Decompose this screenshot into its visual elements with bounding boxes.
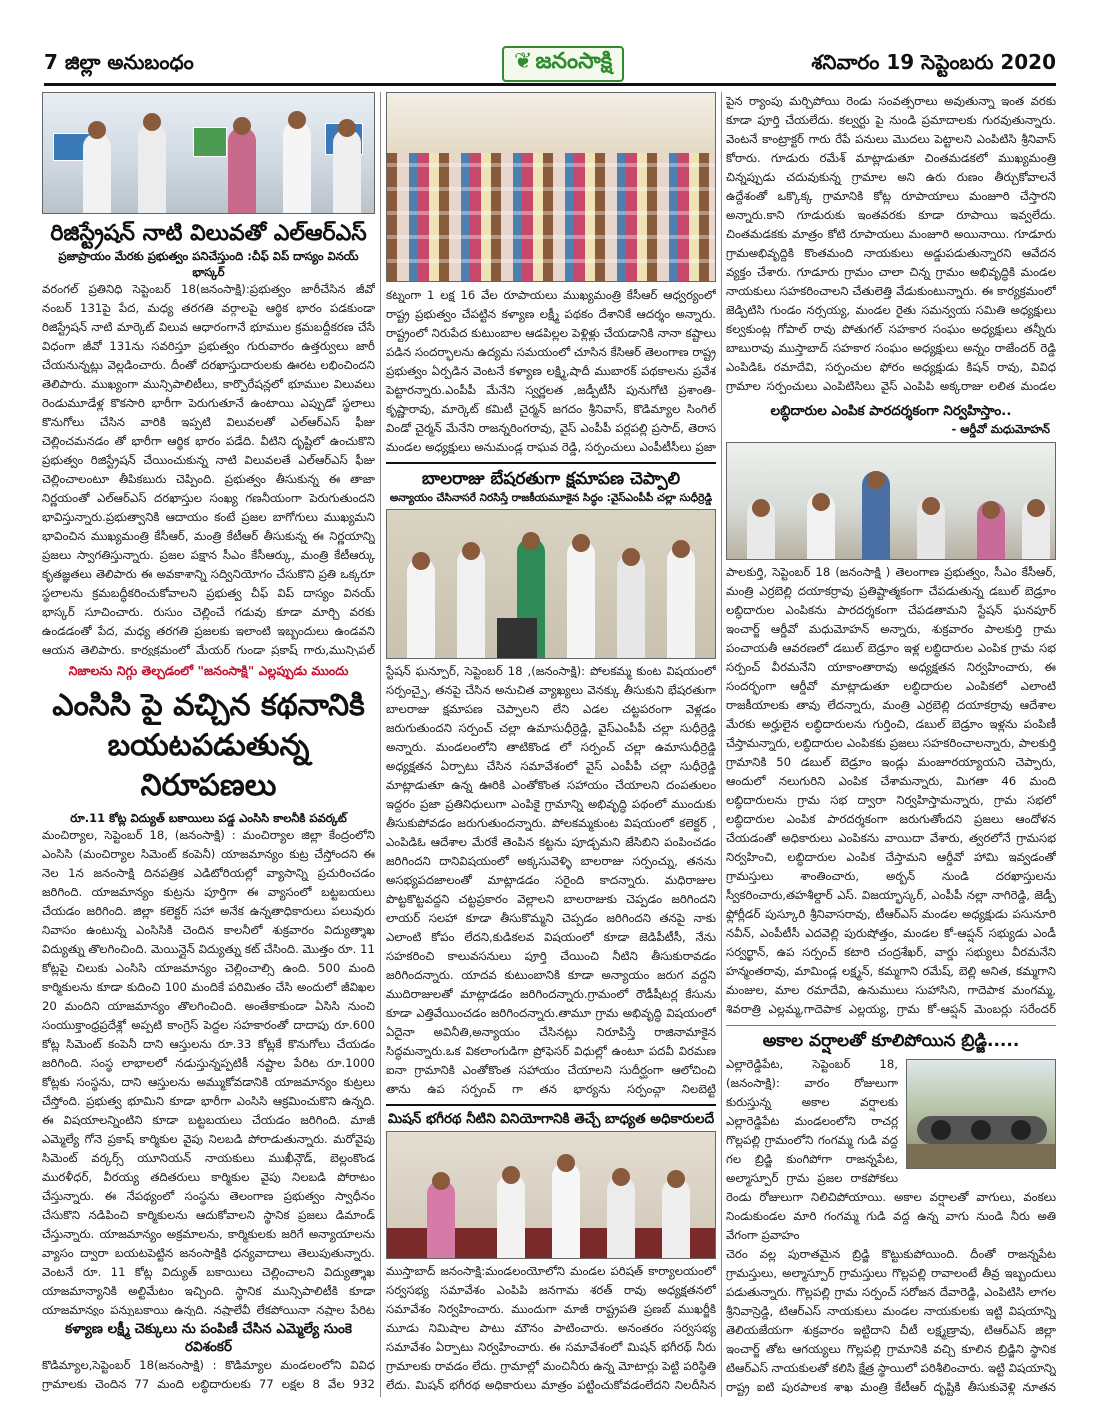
column-divider [721, 92, 722, 1397]
subhead-lrs: ప్రజాప్రాయం మేరకు ప్రభుత్వం పనిచేస్తుంది :చీఫ్ విప్ దాస్యం వినయ్ భాస్కర్ [58, 249, 359, 279]
newspaper-logo [502, 46, 624, 82]
headline-bridge-collapse: అకాల వర్షాలతో కూలిపోయిన బ్రిడ్జి..... [762, 1031, 1020, 1051]
article-bridge-intro: ఎల్లారెడ్డిపేట, సెప్టెంబర్ 18,(జనంసాక్షి): వారం రోజులుగా కురుస్తున్న అకాల వర్షాలకు ఎల్లారెడ్డిపేట మండలంలోని రాచర్ల గొల్లపల్లి గ్రామంలోని గంగమ్మ గుడి వద్ద గల బ్రిడ్జి కుంగిపోగా రాజన్నపేట, అల్మాస్పూర్ గ్రామ ప్రజల రాకపోకలు రెండు రోజులుగా నిలిచిపోయాయి. అకాల వర్షాలతో వాగులు, వంకలు నిండుకుండల మారి గంగమ్మ గుడి వద్ద ఉన్న వాగు నుండి నీరు అతి వేగంగా ప్రవాహం [726, 1057, 1056, 1242]
page-label: 7 జిల్లా అనుబంధం [44, 50, 194, 74]
column-divider [380, 92, 381, 1397]
article-kalyana-lakshmi-body: కొడిమ్యాల,సెప్టెంబర్ 18(జనంసాక్షి) : కొడిమ్యాల మండలంలోని వివిధ గ్రామాలకు చెందిన 77 మంది లబ్ధిదారులకు 77 లక్షల 8 వేల 932 [42, 1358, 375, 1391]
headline-mcc-line2: బయటపడుతున్న నిరూపణలు [107, 728, 310, 803]
headline-mission-bhagiratha: మిషన్ భగీరథ నీటిని వినియోగానికి తెచ్చే బాధ్యత అధికారులదే [387, 1111, 715, 1127]
column-2 [386, 92, 716, 1397]
photo-meeting-balaraju [386, 509, 716, 659]
article-mcc-body: మంచిర్యాల, సెప్టెంబర్ 18, (జనంసాక్షి) : మంచిర్యాల జిల్లా కేంద్రంలోని ఎంసిసి (మంచిర్యాల సిమెంట్ కంపెనీ) యాజమాన్యం కుట్ర చేస్తోందని ఈ నెల 1న జనంసాక్షి దినపత్రిక ఎడిటోరియల్లో వ్యాసాన్ని ప్రచురించడం జరిగింది. యాజమాన్యం కుట్రను పూర్తిగా ఈ వ్యాసంలో బట్టబయలు చేయడం జరిగింది. జిల్లా కలెక్టర్ సహా అనేక ఉన్నతాధికారులు పలువురు నివాసం ఉంటున్న ఎంసిసికి చెందిన కాలనీలో శుక్రవారం విద్యుత్శాఖ విద్యుత్ను తొలగించింది. మెయిన్లైన్ విద్యుత్ను కట్ చేసింది. మొత్తం రూ. 11 కోట్లపై చిలుకు ఎంసిసి యాజమాన్యం చెల్లించాల్సి ఉంది. 500 మంది కార్మికులను కూడా కుదించి 100 మందికే పరిమితం చేసి అందులో జీవిఖల 20 మందిని యాజమాన్యం తొలగించింది. అంతేకాకుండా ఏసిసి నుంచి సంయుక్తాంధ్రప్రదేశ్లో అప్పటి కాంగ్రెస్ పెద్దల సహకారంతో దాదాపు రూ.600 కోట్ల సిమెంట్ కంపెనీ దాని ఆస్తులను రూ.33 కోట్లకే కొనుగోలు చేయడం జరిగింది. సంస్థ లాభాలలో నడుస్తున్నప్పటికీ నష్టాల పేరిట రూ.1000 కోట్లకు సంస్థను, దాని ఆస్తులను అమ్ముకోవడానికి యాజమాన్యం కుట్రలు చేస్తోంది. ప్రభుత్వ భూమిని కూడా భారీగా ఎంసిసి ఆక్రమించుకొని ఉన్నది. ఈ విషయాలన్నింటిని కూడా బట్టబయలు చేయడం జరిగింది. మాజీ ఎమ్మెల్యే గోనె ప్రకాష్ కార్మికుల వైపు నిలబడి పోరాడుతున్నారు. మరోవైపు సిమెంట్ వర్కర్స్ యూనియన్ నాయకులు ముఖీన్గౌడ్, బెల్లంకొండ మురళీధర్, వీరయ్య తదితరులు కార్మికుల వైపు నిలబడి పోరాటం చేస్తున్నారు. ఈ నేపథ్యంలో సంస్థను తెలంగాణ ప్రభుత్వం స్వాధీనం చేసుకొని నడిపించి కార్మికులను ఆదుకోవాలని స్థానిక ప్రజలు డిమాండ్ చేస్తున్నారు. యాజమాన్యం అక్రమాలను, కార్మికులకు జరిగే అన్యాయాలను వ్యాసం ద్వారా బయటపెట్టిన జనంసాక్షికి ధన్యవాదాలు తెలుపుతున్నారు. వెంటనే రూ. 11 కోట్ల విద్యుత్ బకాయిలు చెల్లించాలని విద్యుత్శాఖ యాజమాన్యానికి అల్టిమేటం ఇచ్చింది. స్థానిక మున్సిపాలిటీకి కూడా యాజమాన్యం పన్నుబకాయి ఉన్నది. నష్టాలేవీ లేకపోయినా నష్టాల పేరిట [42, 828, 375, 1316]
headline-kalyana-lakshmi: కళ్యాణ లక్ష్మీ చెక్కులు ను పంపిణీ చేసిన ఎమ్మెల్యే సుంకె రవిశంకర్ [65, 1321, 352, 1355]
tagline-red: నిజాలను నిగ్గు తెల్చడంలో "జనంసాక్షి" ఎల్లప్పుడు ముందు [68, 663, 349, 678]
article-gooduru-continuation: పైన ర్యాంపు మర్చిపోయి రెండు సంవత్సరాలు అవుతున్నా ఇంత వరకు కూడా పూర్తి చేయలేదు. కల్వర్టు పై నుండి ప్రమాదాలకు గురవుతున్నారు. వెంటనే కాంట్రాక్టర్ గారు రేపే పనులు మొదలు పెట్టాలని ఎంపిటిసి శ్రీనివాస్ కోరారు. గూడురు రమేశ్ మాట్లాడుతూ చింతమడకలో ముఖ్యమంత్రి చిన్నప్పుడు చదువుకున్న గ్రామాల అని ఉరు రుణం తీర్చుకోవాలనే ఉద్దేశంతో ఒక్కొక్క గ్రామానికి కోట్ల రూపాయాలు మంజూరి చేస్తారని అన్నారు.కాని గూడురుకు ఇంతవరకు కూడా రూపాయి ఇవ్వలేదు. చింతమడకకు మాత్రం కోటి రూపాయలు మంజూరి అయినాయి. గూడూరు గ్రామఅభివృద్దికి కొంతమంది నాయకులు అడ్డుపడుతున్నారని ఆవేదన వ్యక్తం చేశారు. గూడూరు గ్రామం చాలా చిన్న గ్రామం అభివృద్ధికి మండల నాయకులు సహకరించాలని చేతులెత్తి వేడుకుంటున్నారు. ఈ కార్యక్రమంలో జెడ్పిటిసి గుండం నర్సయ్య, మండల రైతు సమన్వయ సమితి అధ్యక్షులు కల్వకుంట్ల గోపాల్ రావు పోతుగల్ సహకార సంఘం అధ్యక్షులు తన్నీరు బాబురావు ముస్తాబాద్ సహకార సంఘం అధ్యక్షులు అన్నం రాజేందర్ రెడ్డి ఎంపిడిఓ రమాదేవి, సర్పంచుల ఫోరం అధ్యక్షుడు కిషన్ రావు, వివిధ గ్రామాల సర్పంచులు ఎంపిటిసిలు వైస్ ఎంపిపి అక్కరాజు లలిత మండల [726, 94, 1056, 393]
photo-beneficiaries-group [386, 92, 716, 282]
article-beneficiary-body: పాలకుర్తి, సెప్టెంబర్ 18 (జనంసాక్షి ) తెలంగాణ ప్రభుత్వం, సీఎం కేసీఆర్, మంత్రి ఎర్రబెల్లి దయాకర్రావు ప్రతిష్టాత్మకంగా చేపడుతున్న డబుల్ బెడ్రూం లబ్ధిదారుల ఎంపికను పారదర్శకంగా చేపడతామని స్టేషన్ ఘనపూర్ ఇంచార్జ్ ఆర్డీవో మధుమోహన్ అన్నారు, శుక్రవారం పాలకుర్తి గ్రామ పంచాయతీ ఆవరణలో డబుల్ బెడ్రూం ఇళ్ల లబ్ధిదారుల ఎంపిక గ్రామ సభ సర్పంచ్ వీరమనేని యాకాంతారావు అధ్యక్షతన నిర్వహించారు, ఈ సందర్భంగా ఆర్డీవో మాట్లాడుతూ లబ్ధిదారుల ఎంపికలో ఎలాంటి రాజకీయాలకు తావు లేదన్నారు, మంత్రి ఎర్రబెల్లి దయాకర్రావు ఆదేశాల మేరకు అర్హులైన లబ్ధిదారులను గుర్తించి, డబుల్ బెడ్రూం ఇళ్లను పంపిణీ చేస్తామన్నారు, లబ్ధిదారుల ఎంపికకు ప్రజలు సహకరించాలన్నారు, పాలకుర్తి గ్రామానికి 50 డబుల్ బెడ్రూం ఇండ్లు మంజూరయ్యాయని చెప్పారు, ఆందులో నలుగురిని ఎంపిక చేశామన్నారు, మిగతా 46 మంది లబ్ధిదారులను గ్రామ సభ ద్వారా నిర్వహిస్తామన్నారు, గ్రామ సభలో లబ్ధిదారుల ఎంపిక పారదర్శకంగా జరుగుతోందని ప్రజలు ఆందోళన చేయడంతో అధికారులు ఎంపికను వాయిదా వేశారు, త్వరలోనే గ్రామసభ నిర్వహించి, లబ్ధిదారుల ఎంపిక చేస్తామని ఆర్డీవో హామి ఇవ్వడంతో గ్రామస్తులు శాంతించారు, అర్బన్ నుండి దరఖాస్తులను స్వీకరించారు,తహశీల్దార్ ఎస్. విజయ్భాస్కర్, ఎంపీపీ నల్లా నాగిరెడ్డి, జెడ్పీ ఫ్లోర్లీడర్ పుస్కూరి శ్రీనివాసరావు, టీఆర్ఎస్ మండల అధ్యక్షుడు పసునూరి నవీన్, ఎంపీటీసీ ఎదవెల్లి పురుషోత్తం, మండల కో-ఆప్షన్ సభ్యుడు ఎండీ సర్వర్ఖాన్, ఉప సర్పంచ్ కటారి చంద్రశేఖర్, వార్డు సభ్యులు వీరమనేని హన్మంతరావు, మామిండ్ల లక్ష్మన్, కమ్మగాని రమేష్, బెల్లి అనిత, కమ్మగాని మంజుల, మాల రమాదేవి, ఉనుములు సుహాసిని, గాదెపాక మంగమ్మ, శివరాత్రి ఎల్లమ్మ,గాదెపాక ఎల్లయ్య, గ్రామ కో-ఆప్షన్ మెంబర్లు సరేందర్ [726, 565, 1056, 1016]
article-balaraju-body: స్టేషన్ ఘన్పూర్, సెప్టెంబర్ 18 ,(జనంసాక్షి): పోలకమ్మ కుంట విషయంలో సర్పంచ్పై, తనపై చేసిన అనుచిత వ్యాఖ్యలు వెనక్కు తీసుకుని భేషరతుగా బాలరాజు క్షమాపణ చెప్పాలని లేని ఎడల చట్టపరంగా వెళ్లడం జరుగుతుందని సర్పంచ్ చల్లా ఉమాసుధీర్రెడ్డి, వైస్ఎంపీపీ చల్లా సుధీర్రెడ్డి అన్నారు. మండలంలోని తాటికొండ లో సర్పంచ్ చల్లా ఉమాసుధీర్రెడ్డి అధ్యక్షతన ఏర్పాటు చేసిన సమావేశంలో వైస్ ఎంపీపీ చల్లా సుధీర్రెడ్డి మాట్లాడుతూ ఉన్న ఊరికి ఎంతోకొంత సహాయం చేయాలని దంపతులం ఇద్దరం ప్రజా ప్రతినిధులుగా ఎంపికై గ్రామాన్ని అభివృద్ధి పథంలో ముందుకు తీసుకుపోవడం జరుగుతుందన్నారు. పోలకమ్మకుంట విషయంలో కలెక్టర్ , ఎంపిడిఓ ఆదేశాల మేరకే తెంపిన కట్టను పూడ్చమని జేసిబిని పంపించడం జరిగిందని దానివిషయంలో అక్కసువెళ్ళి బాలరాజు సర్పంచ్ను, తనను అసభ్యపదజాలంతో మాట్లాడడం సరైంది కాదన్నారు. మధిరాజుల పొట్టకొట్టవద్దని చట్టప్రకారం వెల్లాలని బాలరాజుకు చెప్పడం జరిగిందని లాయర్ సలహా కూడా తీసుకొమ్మని చెప్పడం జరిగిందని తనపై నాకు ఎలాంటి కోపం లేదని,కుడికలవ విషయంలో కూడా జెడిపీటీసీ, నేను సహకరించి కాలువసనులు పూర్తి చేయించి నీటిని తీసుకురావడం జరిగిందన్నారు. యాదవ కుటుంబానికి కూడా అన్యాయం జరుగ వద్దని ముదిరాజులతో మాట్లాడడం జరిగిందన్నారు.గ్రామంలో రౌడీషీటర్ల కేసును కూడా ఎత్తివేయించడం జరిగిందన్నారు.తామూ గ్రామ అభివృద్ధి విషయంలో ఏదైనా అవినీతి,అన్యాయం చేసినట్లు నిరూపిస్తే రాజినామాకైన సిద్ధమన్నారు.ఒక వికలాంగుడిగా ప్రోఫెసర్ విధుల్లో ఉంటూ పదవీ విరమణ ఐనా గ్రామానికి ఎంతోకొంత సహాయం చేయాలని సుదీర్ఘంగా ఆలోచించి తాను ఉప సర్పంచ్ గా తన భార్యను సర్పంచ్గా నిలబెట్టి [386, 664, 716, 1096]
photo-mandal-meeting [386, 1131, 716, 1259]
section-rule [386, 1104, 716, 1106]
issue-date: శనివారం 19 సెప్టెంబరు 2020 [811, 50, 1056, 74]
masthead [44, 46, 1056, 86]
article-mission-bhagiratha-body: ముస్తాబాద్ జనంసాక్షి:మండలంయోలోని మండల పరిషత్ కార్యాలయంలో సర్వసభ్య సమావేశం ఎంపిపి జనగామ శరత్ రావు అధ్యక్షతనలో సమావేశం నిర్వహించారు. ముందుగా మాజీ రాష్ట్రపతి ప్రణబ్ ముఖర్జీకి మూడు నిమిషాల పాటు మౌనం పాటించారు. అనంతరం సర్వసభ్య సమావేశం ఏర్పాటు నిర్వహించారు. ఈ సమావేశంలో మిషన్ భగీరథ్ నీరు గ్రామాలకు రావడం లేదు. గ్రామాల్లో మంచినీరు ఉన్న మోటార్లు పెట్టి పరిస్థితి లేదు. మిషన్ భగీరథ అధికారులు మాత్రం పట్టించుకోవడంలేదని నిలదీసిన [386, 1264, 716, 1392]
section-rule [726, 1025, 1056, 1026]
headline-mcc-line1: ఎంసిసి పై వచ్చిన కథనానికి [52, 688, 365, 723]
photo-collapsed-bridge [906, 1059, 1056, 1169]
subhead-mcc: రూ.11 కోట్ల విద్యుత్ బకాయిలు పడ్డ ఎంసిసి కాలనీకి పవర్కట్ [70, 811, 347, 825]
photo-gram-sabha [726, 442, 1056, 560]
section-rule [386, 462, 716, 464]
article-kalyana-continuation: కట్నంగా 1 లక్ష 16 వేల రూపాయలు ముఖ్యమంత్రి కేసీఆర్ ఆధ్వర్యంలో రాష్ట్ర ప్రభుత్వం చేపట్టిన కళ్యాణ లక్ష్మీ పథకం దేశానికే ఆదర్శం అన్నారు. రాష్ట్రంలో నిరుపేద కుటుంబాల ఆడపిల్లల పెళ్లిళ్లు చేయడానికి నానా కష్టాలు పడిన సందర్భాలను ఉద్యమ సమయంలో చూసిన కేసిఆర్ తెలంగాణ రాష్ట్ర ప్రభుత్వం ఏర్పడిన వెంటనే కళ్యాణ లక్ష్మి,షాదీ ముబారక్ పథకాలను ప్రవేశ పెట్టారన్నారు.ఎంపీపీ మేనేని స్వర్ణలత ,జడ్పీటీసీ పునుగోటి ప్రశాంతి-కృష్ణారావు, మార్కెట్ కమిటీ చైర్మన్ జగదం శ్రీనివాస్, కొడిమ్యాల సింగిల్ విండో చైర్మన్ మేనేని రాజన్నరింగరావు, వైస్ ఎంపీపీ పర్లపల్లి ప్రసాద్, తెరాస మండల అధ్యక్షులు అనుమండ్ల రాఘవ రెడ్డి, సర్పంచులు ఎంపీటీసీలు ప్రజా [386, 288, 716, 454]
column-1 [42, 92, 375, 1397]
headline-balaraju-apology: బాలరాజు బేషరతుగా క్షమాపణ చెప్పాలి [421, 469, 681, 489]
logo-text: జనంసాక్షి [535, 49, 613, 74]
headline-beneficiary-selection: లబ్ధిదారుల ఎంపిక పారదర్శకంగా నిర్వహిస్తాం.. [770, 403, 1012, 419]
headline-lrs: రిజిస్ట్రేషన్ నాటి విలువతో ఎల్ఆర్ఎస్ [50, 221, 367, 246]
subhead-balaraju: అన్యాయం చేసినాసరే నిరసిస్తే రాజకీయమూకైన సిద్ధం :వైస్ఎంపీపీ చల్లా సుధీర్రెడ్డి [389, 492, 713, 504]
byline-rdo: - ఆర్డీవో మధుమోహన్ [951, 422, 1050, 436]
article-bridge-body: చెరం వల్ల పురాతమైన బ్రిడ్జి కొట్టుకుపోయింది. దీంతో రాజన్నపేట గ్రామస్తులు, అల్మాస్పూర్ గ్రామస్తులు గొల్లపల్లి రావాలంటే తీవ్ర ఇబ్బందులు పడుతున్నారు. గొల్లపల్లి గ్రామ సర్పంచ్ సరోజన దేవారెడ్డి, ఎంపిటిసి లాగల శ్రీనివాస్రెడ్డి, టిఆర్ఎస్ నాయకులు మండల నాయకులకు ఇట్టి విషయాన్ని తెలియజేయగా శుక్రవారం ఇట్టిదాని చీటీ లక్ష్మణ్రావు, టిఆర్ఎస్ జిల్లా ఇంచార్జ్ తోట ఆగయ్యలు గొల్లపల్లి గ్రామానికి వచ్చి కూలిన బ్రిడ్జిని స్థానిక టిఆర్ఎస్ నాయకులతో కలిసి క్షేత్ర స్థాయిలో పరిశీలించారు. ఇట్టి విషయాన్ని రాష్ట్ర ఐటి పురపాలక శాఖ మంత్రి కేటీఆర్ దృష్టికి తీసుకువెళ్లి నూతన [726, 1247, 1056, 1394]
leaf-icon: ❦ [514, 49, 533, 74]
column-3 [726, 92, 1056, 1397]
article-lrs-body: వరంగల్ ప్రతినిధి సెప్టెంబర్ 18(జనంసాక్షి):ప్రభుత్వం జారీచేసిన జీవో నంబర్ 131పై పేద, మధ్య తరగతి వర్గాలపై ఆర్థిక భారం పడకుండా రిజిస్ట్రేషన్ నాటి మార్కెట్ విలువ ఆధారంగానే భూముల క్రమబద్దీకరణ చేసే విధంగా జీవో 131ను సవరిస్తూ ప్రభుత్వం గురువారం ఉత్తర్వులు జారీ చేయనున్నట్లు వెల్లడించారు. దీంతో దరఖాస్తుదారులకు ఊరట లభించిందని తెలిపారు. ముఖ్యంగా మున్సిపాలిటీలు, కార్పొరేషన్లలో భూముల విలువలు రెండుమూడేళ్ల కొకసారి భారీగా పెరుగుతూనే ఉంటాయి ఎప్పుడో స్థలాలు కొనుగోలు చేసిన వారికి ఇప్పటి విలువలతో ఎల్ఆర్ఎస్ ఫీజు చెల్లించమనడం తో భారీగా ఆర్థిక భారం పడేది. వీటిని దృష్టిలో ఉంచుకొని ప్రభుత్వం రిజిస్ట్రేషన్ చేయించుకున్న నాటి విలువలతే ఎల్ఆర్ఎస్ ఫీజు చెల్లించాలంటూ తీపికబురు చెప్పింది. ప్రభుత్వం తీసుకున్న ఈ తాజా నిర్ణయంతో ఎల్ఆర్ఎస్ దరఖాస్తుల సంఖ్య గణనీయంగా పెరుగుతుందని భావిస్తున్నారు.ప్రభుత్వానికి ఆదాయం కంటే ప్రజల బాగోగులు ముఖ్యమని భావించిన ముఖ్యమంత్రి కేసీఆర్, మంత్రి కేటీఆర్ తీసుకున్న ఈ నిర్ణయాన్ని ప్రజలు స్వాగతిస్తున్నారు. ప్రజల పక్షాన సీఎం కేసీఆర్కు, మంత్రి కేటీఆర్కు కృతజ్ఞతలు తెలిపారు ఈ అవకాశాన్ని సద్వినియోగం చేసుకొని ప్రతి ఒక్కరూ స్థలాలను క్రమబద్ధీకరించుకోవాలని ప్రభుత్వ చీఫ్ విప్ దాస్యం వినయ్ భాస్కర్ సూచించారు. రుసుం చెల్లించే గడువు కూడా మార్చి వరకు ఉండడంతో పేద, మధ్య తరగతి ప్రజలకు ఇలాంటి ఇబ్బందులు ఉండవని ఆయన తెలిపారు. కార్యక్రమంలో మేయర్ గుండా ప్రకాష్ గారు,మున్సిపల్ [42, 282, 375, 656]
article-bridge [726, 1055, 1056, 1397]
photo-lrs-poster-release [42, 92, 375, 214]
